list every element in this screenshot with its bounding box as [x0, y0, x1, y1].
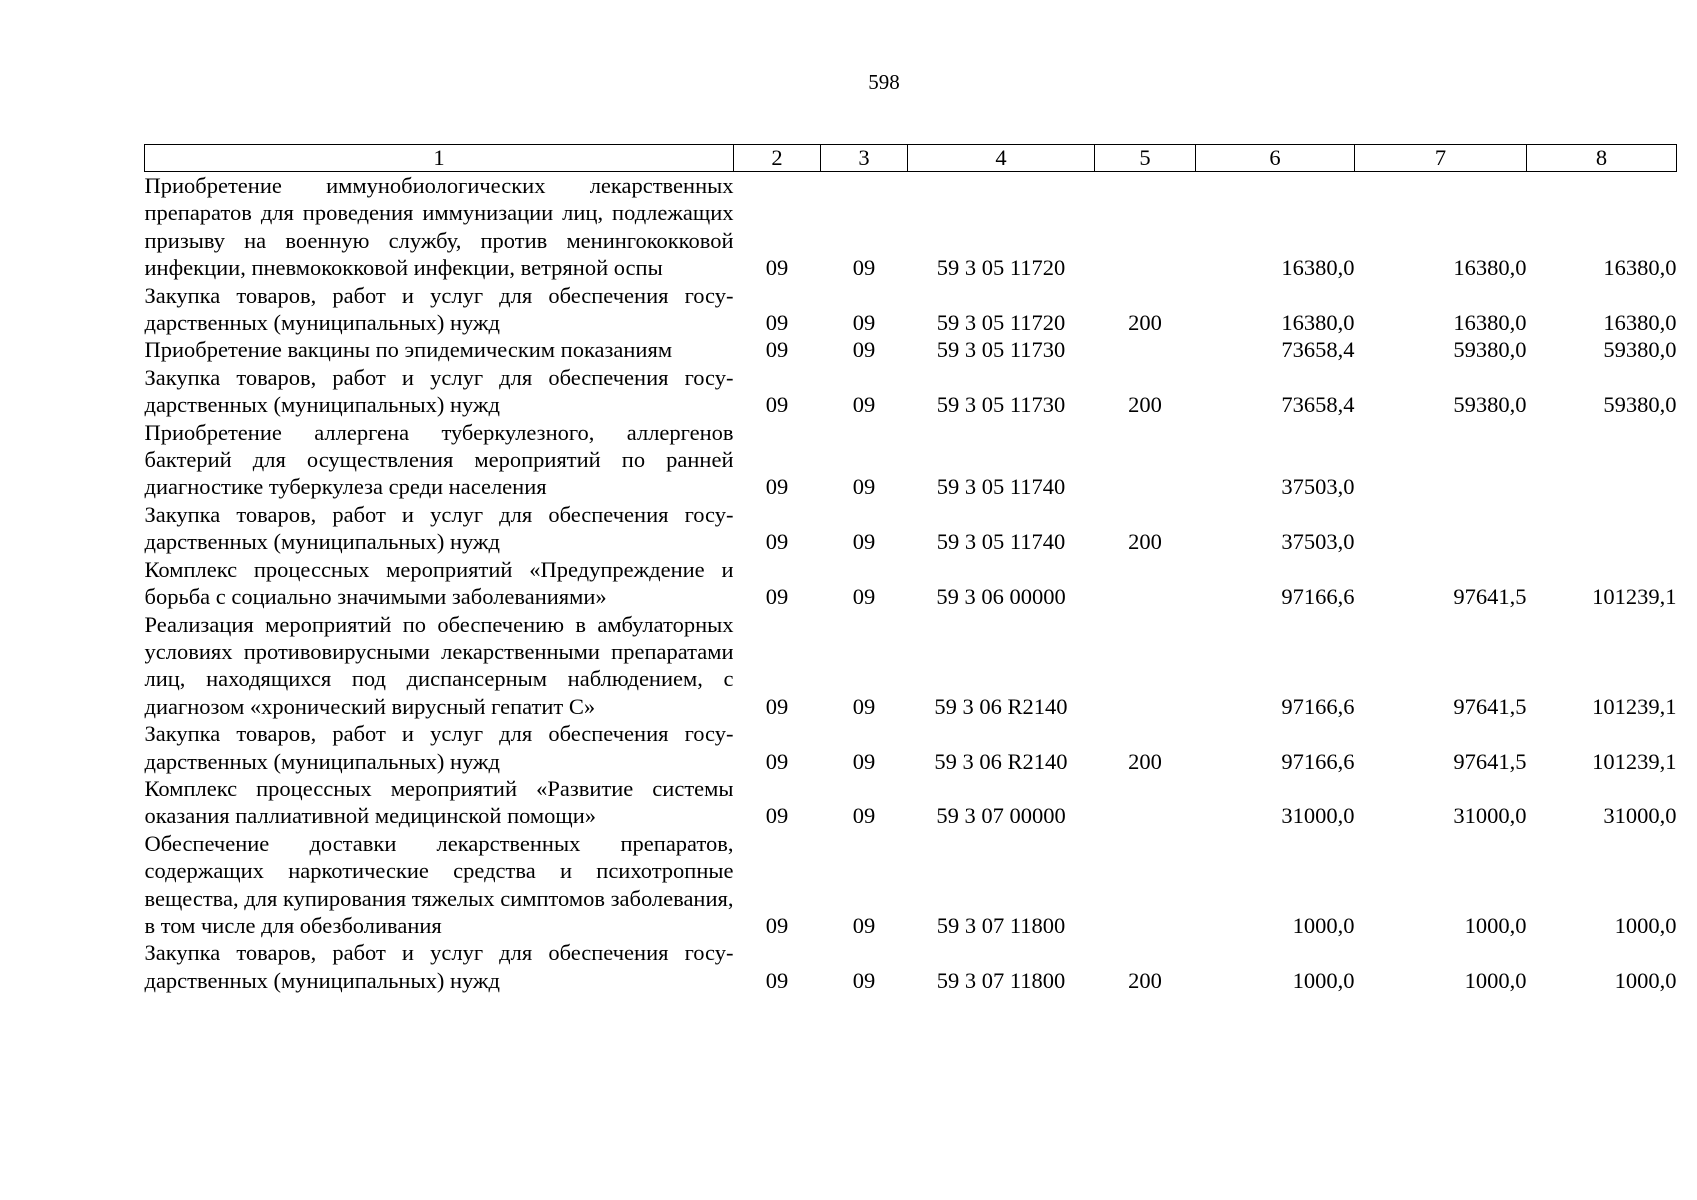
expense-type-cell: [1095, 336, 1196, 363]
column-header-3: 3: [821, 145, 908, 172]
table-body: [145, 172, 1677, 995]
table-row: [145, 419, 1677, 501]
expense-type-cell: 200: [1128, 529, 1162, 555]
amount-2025-cell: 1000,0: [1464, 912, 1527, 938]
section-cell: 09: [765, 912, 789, 938]
subsection-cell: 09: [852, 310, 876, 336]
amount-2026-cell: 16380,0: [1603, 310, 1677, 336]
section-cell: 09: [765, 693, 789, 719]
amount-2026-cell: 59380,0: [1603, 392, 1677, 418]
table-row: [145, 720, 1677, 775]
table-row: [145, 556, 1677, 611]
expense-type-cell: 200: [1128, 310, 1162, 336]
description-cell: Закупка товаров, работ и услуг для обеспечения государственных (муниципальных) нужд: [144, 721, 734, 774]
description-cell: Комплекс процессных мероприятий «Развитие системы оказания паллиативной медицинской помощи»: [144, 775, 734, 829]
description-cell: Закупка товаров, работ и услуг для обеспечения государственных (муниципальных) нужд: [144, 282, 734, 336]
description-cell: Закупка товаров, работ и услуг для обеспечения государственных (муниципальных) нужд: [144, 501, 734, 555]
subsection-cell: 09: [852, 803, 876, 829]
subsection-cell: 09: [852, 337, 876, 363]
description-cell: Комплекс процессных мероприятий «Предупреждение и борьба с социально значимыми заболеваниями»: [144, 556, 734, 610]
target-article-cell: 59 3 05 11720: [936, 310, 1066, 336]
page-number: 598: [868, 70, 900, 94]
target-article-cell: 59 3 07 11800: [936, 967, 1066, 993]
subsection-cell: 09: [852, 529, 876, 555]
column-header-6: 6: [1196, 145, 1355, 172]
column-header-7: 7: [1355, 145, 1527, 172]
amount-2024-cell: 97166,6: [1281, 584, 1355, 610]
target-article-cell: 59 3 05 11740: [936, 529, 1066, 555]
amount-2025-cell: 97641,5: [1453, 584, 1527, 610]
description-cell: Закупка товаров, работ и услуг для обеспечения государственных (муниципальных) нужд: [144, 940, 734, 993]
amount-2026-cell: 1000,0: [1614, 967, 1677, 993]
amount-2026-cell: 101239,1: [1592, 748, 1677, 774]
amount-2026-cell: 101239,1: [1592, 584, 1677, 610]
amount-2026-cell: 1000,0: [1614, 912, 1677, 938]
target-article-cell: 59 3 07 00000: [936, 803, 1066, 829]
budget-table: [144, 144, 1677, 994]
expense-type-cell: [1095, 611, 1196, 721]
section-cell: 09: [765, 392, 789, 418]
amount-2025-cell: 59380,0: [1453, 392, 1527, 418]
amount-2025-cell: 97641,5: [1453, 748, 1527, 774]
target-article-cell: 59 3 05 11720: [936, 255, 1066, 281]
table-row: [145, 336, 1677, 363]
section-cell: 09: [765, 337, 789, 363]
amount-2025-cell: 59380,0: [1453, 337, 1527, 363]
target-article-cell: 59 3 06 00000: [936, 584, 1066, 610]
amount-2026-cell: 16380,0: [1603, 255, 1677, 281]
table-row: [145, 939, 1677, 994]
amount-2024-cell: 37503,0: [1281, 474, 1355, 500]
section-cell: 09: [765, 255, 789, 281]
amount-2024-cell: 1000,0: [1292, 967, 1355, 993]
expense-type-cell: [1095, 172, 1196, 282]
table-header: [145, 145, 1677, 172]
table-row: [145, 611, 1677, 721]
table-row: [145, 501, 1677, 556]
expense-type-cell: [1095, 419, 1196, 501]
section-cell: 09: [765, 474, 789, 500]
expense-type-cell: [1095, 556, 1196, 611]
amount-2024-cell: 16380,0: [1281, 310, 1355, 336]
description-cell: Реализация мероприятий по обеспечению в амбулаторных условиях противовирусными лекарственными препаратами лиц, находящихся под диспансерным наблюдением, с диагнозом «хронический вирусный гепатит С»: [144, 611, 734, 719]
subsection-cell: 09: [852, 693, 876, 719]
subsection-cell: 09: [852, 474, 876, 500]
subsection-cell: 09: [852, 255, 876, 281]
amount-2025-cell: 31000,0: [1453, 803, 1527, 829]
column-header-8: 8: [1527, 145, 1677, 172]
amount-2024-cell: 1000,0: [1292, 912, 1355, 938]
table-row: [145, 172, 1677, 282]
amount-2025-cell: 16380,0: [1453, 255, 1527, 281]
target-article-cell: 59 3 06 R2140: [934, 693, 1068, 719]
expense-type-cell: 200: [1128, 967, 1162, 993]
amount-2024-cell: 97166,6: [1281, 693, 1355, 719]
amount-2024-cell: 97166,6: [1281, 748, 1355, 774]
description-cell: Приобретение аллергена туберкулезного, аллергенов бактерий для осуществления мероприятий по ранней диагностике туберкулеза среди населения: [144, 419, 734, 500]
table-row: [145, 830, 1677, 940]
amount-2026-cell: 31000,0: [1603, 803, 1677, 829]
amount-2026-cell: [1527, 419, 1677, 501]
section-cell: 09: [765, 529, 789, 555]
expense-type-cell: [1095, 830, 1196, 940]
table-row: [145, 775, 1677, 830]
expense-type-cell: 200: [1128, 392, 1162, 418]
subsection-cell: 09: [852, 748, 876, 774]
header-row: [145, 145, 1677, 172]
description-cell: Закупка товаров, работ и услуг для обеспечения государственных (муниципальных) нужд: [144, 364, 734, 418]
column-header-1: 1: [145, 145, 734, 172]
target-article-cell: 59 3 07 11800: [936, 912, 1066, 938]
amount-2026-cell: [1527, 501, 1677, 556]
amount-2024-cell: 31000,0: [1281, 803, 1355, 829]
amount-2025-cell: 97641,5: [1453, 693, 1527, 719]
expense-type-cell: 200: [1128, 748, 1162, 774]
section-cell: 09: [765, 748, 789, 774]
amount-2024-cell: 16380,0: [1281, 255, 1355, 281]
column-header-2: 2: [734, 145, 821, 172]
description-cell: Обеспечение доставки лекарственных препаратов, содержащих наркотические средства и психотропные вещества, для купирования тяжелых симптомов заболевания, в том числе для обезболивания: [144, 830, 734, 938]
amount-2026-cell: 59380,0: [1603, 337, 1677, 363]
amount-2025-cell: [1355, 419, 1527, 501]
target-article-cell: 59 3 05 11730: [936, 337, 1066, 363]
column-header-5: 5: [1095, 145, 1196, 172]
amount-2025-cell: [1355, 501, 1527, 556]
amount-2026-cell: 101239,1: [1592, 693, 1677, 719]
subsection-cell: 09: [852, 584, 876, 610]
column-header-4: 4: [908, 145, 1095, 172]
subsection-cell: 09: [852, 392, 876, 418]
description-cell: Приобретение вакцины по эпидемическим показаниям: [144, 337, 673, 363]
table-row: [145, 364, 1677, 419]
amount-2025-cell: 16380,0: [1453, 310, 1527, 336]
target-article-cell: 59 3 05 11740: [936, 474, 1066, 500]
section-cell: 09: [765, 584, 789, 610]
table-row: [145, 282, 1677, 337]
target-article-cell: 59 3 05 11730: [936, 392, 1066, 418]
amount-2024-cell: 37503,0: [1281, 529, 1355, 555]
subsection-cell: 09: [852, 967, 876, 993]
amount-2025-cell: 1000,0: [1464, 967, 1527, 993]
section-cell: 09: [765, 967, 789, 993]
amount-2024-cell: 73658,4: [1281, 337, 1355, 363]
section-cell: 09: [765, 803, 789, 829]
target-article-cell: 59 3 06 R2140: [934, 748, 1068, 774]
amount-2024-cell: 73658,4: [1281, 392, 1355, 418]
expense-type-cell: [1095, 775, 1196, 830]
subsection-cell: 09: [852, 912, 876, 938]
description-cell: Приобретение иммунобиологических лекарственных препаратов для проведения иммунизации лиц, подлежащих призыву на военную службу, против менингококковой инфекции, пневмококковой инфекции, ветряной оспы: [144, 173, 734, 281]
section-cell: 09: [765, 310, 789, 336]
